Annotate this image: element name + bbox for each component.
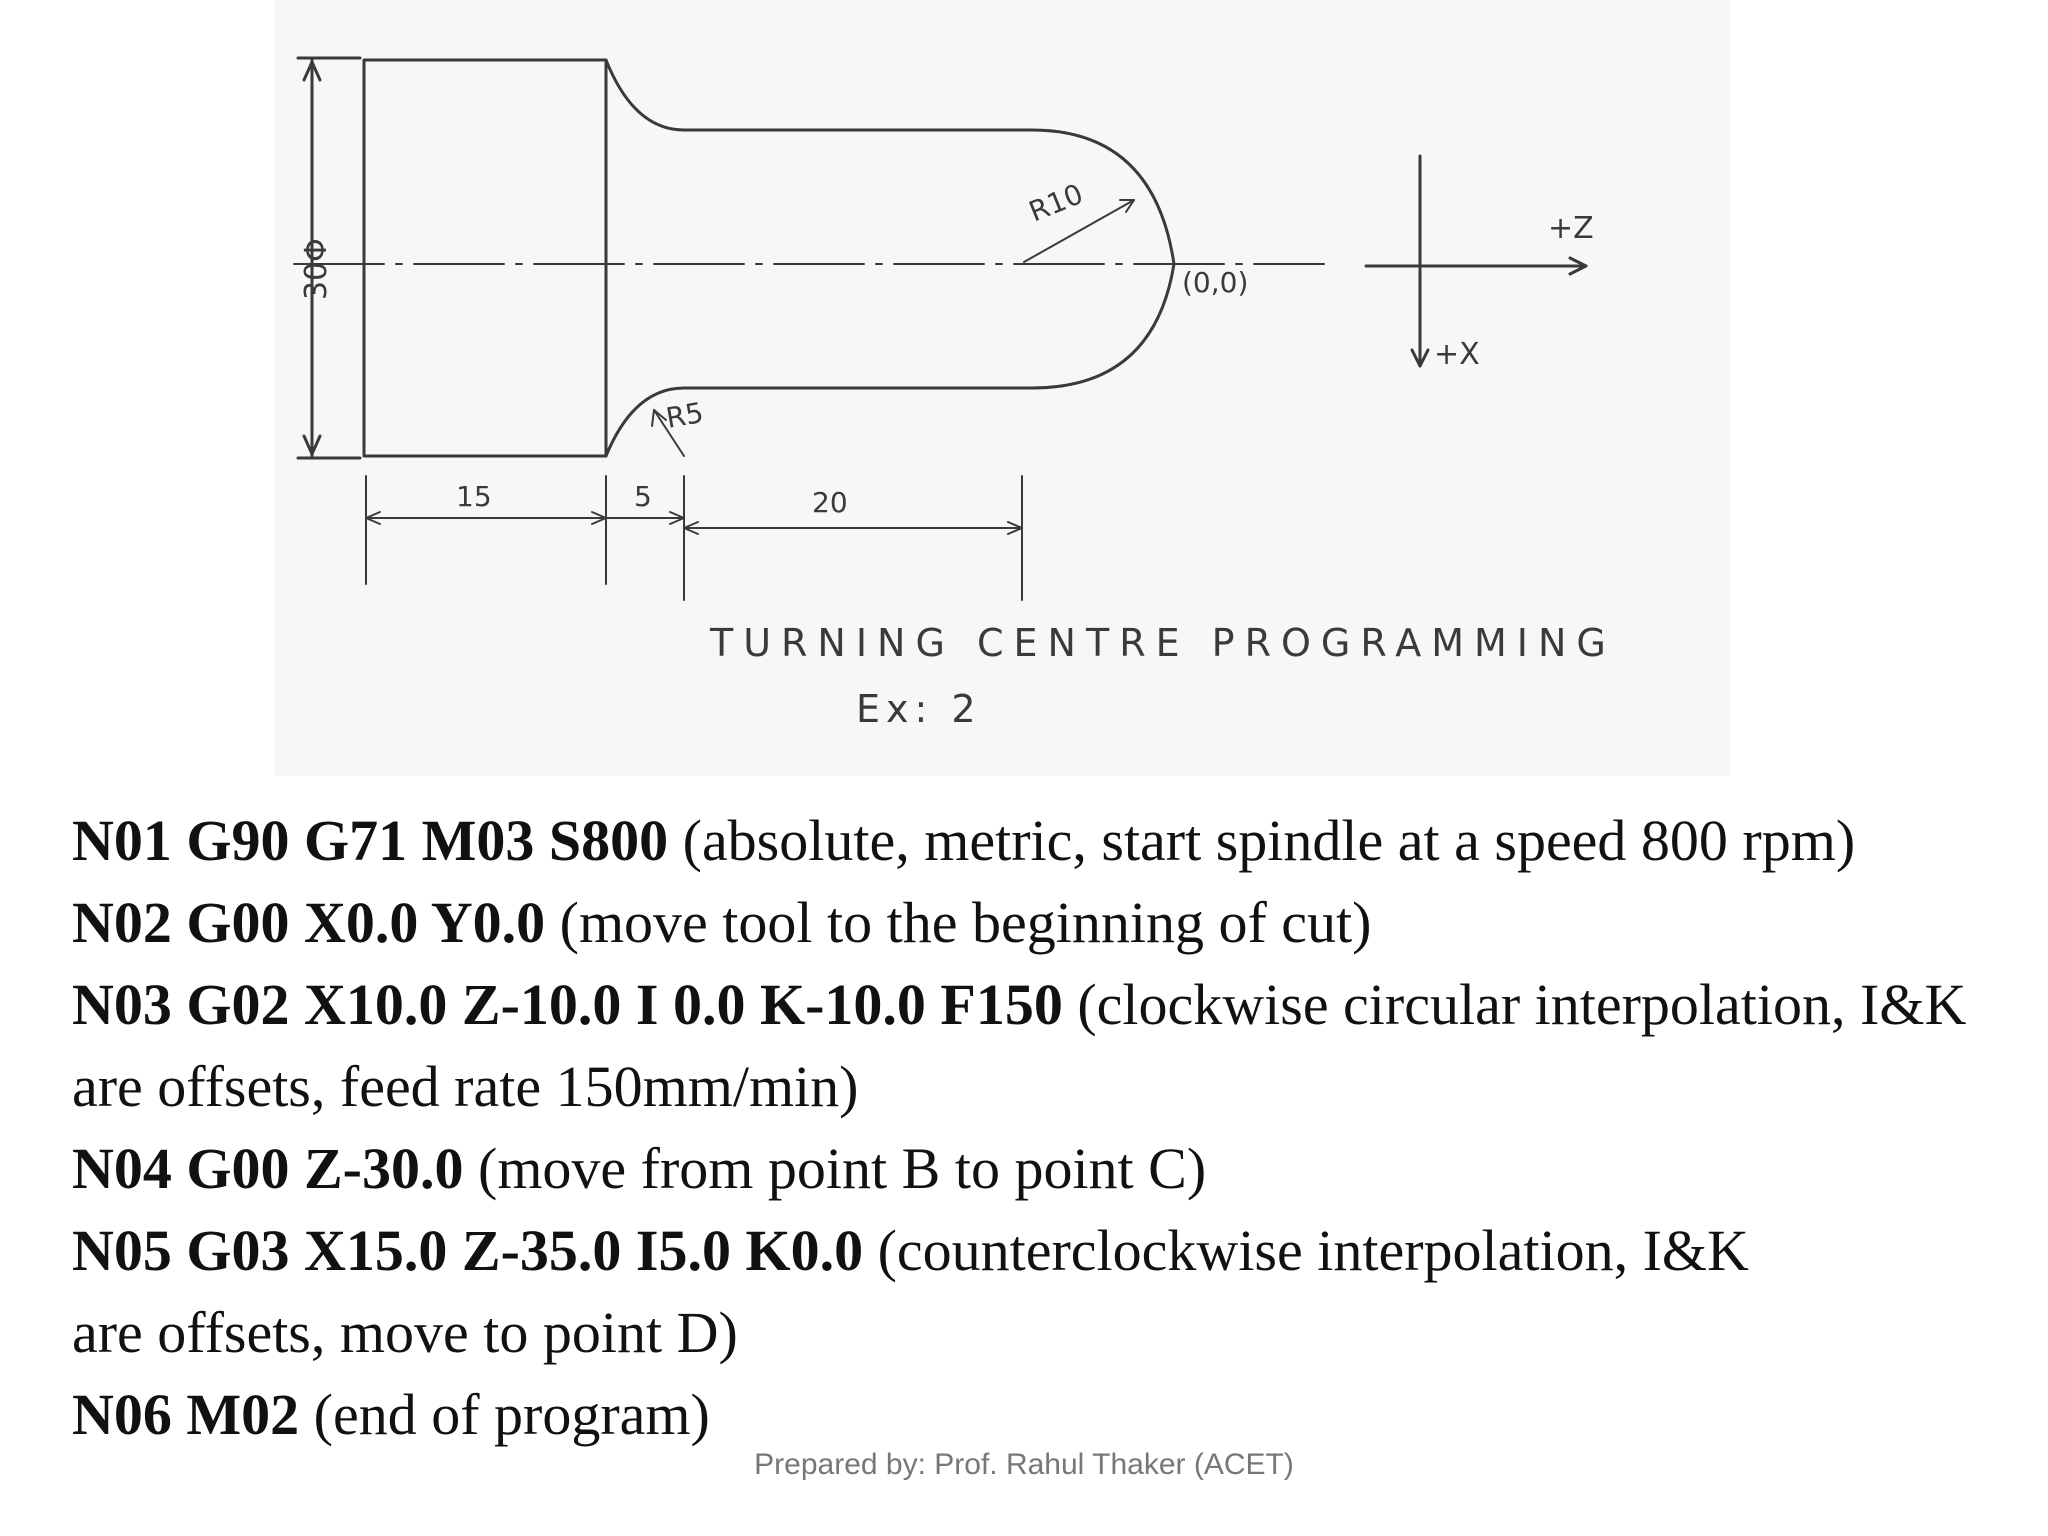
dim-diameter-label: 30Φ	[299, 238, 334, 300]
drawing-title: TURNING CENTRE PROGRAMMING	[710, 621, 1616, 665]
program-line	[72, 964, 2032, 1128]
program-line	[72, 1210, 1832, 1374]
program-code: N04 G00 Z-30.0	[72, 1136, 464, 1201]
radius-fillet-label: R5	[663, 395, 706, 435]
cnc-program	[72, 800, 2032, 1456]
dim-15-label: 15	[456, 480, 492, 513]
radius-nose-label: R10	[1024, 177, 1088, 229]
axis-x-label: +X	[1434, 337, 1480, 372]
program-code: N05 G03 X15.0 Z-35.0 I5.0 K0.0	[72, 1218, 864, 1283]
dim-5-label: 5	[634, 480, 652, 513]
part-body	[364, 60, 606, 456]
axis-z-label: +Z	[1548, 211, 1594, 246]
drawing-subtitle: Ex: 2	[856, 687, 982, 731]
program-line	[72, 1374, 2032, 1456]
origin-label: (0,0)	[1182, 266, 1249, 299]
program-line	[72, 800, 2032, 882]
part-sketch	[274, 0, 1730, 776]
dim-20-label: 20	[812, 486, 848, 519]
program-line	[72, 1128, 2032, 1210]
program-note: (absolute, metric, start spindle at a speed 800 rpm)	[682, 808, 1856, 873]
program-code: N02 G00 X0.0 Y0.0	[72, 890, 546, 955]
program-code: N03 G02 X10.0 Z-10.0 I 0.0 K-10.0 F150	[72, 972, 1063, 1037]
program-code: N01 G90 G71 M03 S800	[72, 808, 669, 873]
footer-credit: Prepared by: Prof. Rahul Thaker (ACET)	[754, 1448, 1294, 1481]
program-note: (move tool to the beginning of cut)	[559, 890, 1372, 955]
program-line	[72, 882, 2032, 964]
program-note: (counterclockwise interpolation, I&K are offsets, move to point D)	[72, 1218, 1749, 1365]
program-note: (move from point B to point C)	[478, 1136, 1207, 1201]
program-note: (clockwise circular interpolation, I&K are offsets, feed rate 150mm/min)	[72, 972, 1967, 1119]
turning-drawing	[274, 0, 1730, 776]
program-code: N06 M02	[72, 1382, 300, 1447]
program-note: (end of program)	[313, 1382, 710, 1447]
